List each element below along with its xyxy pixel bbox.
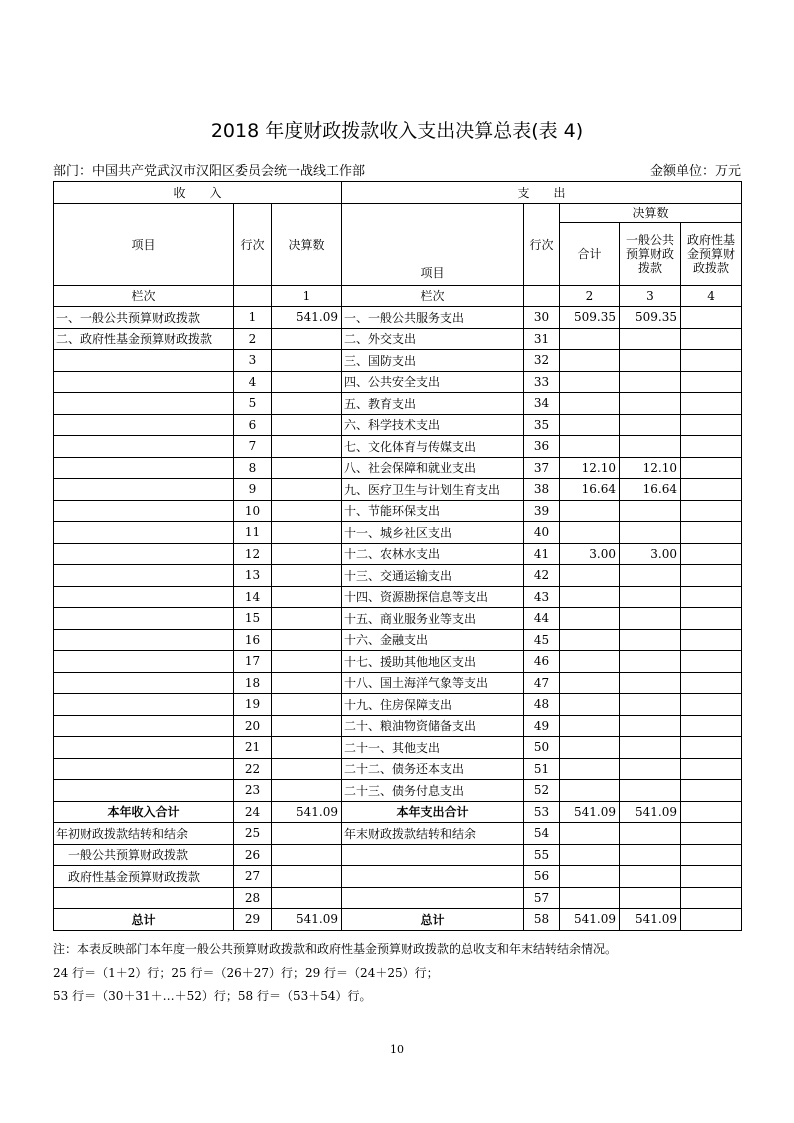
income-amount-cell <box>272 737 342 759</box>
income-amount-cell <box>272 758 342 780</box>
expense-line-cell: 32 <box>524 350 560 372</box>
income-item-cell: 一般公共预算财政拨款 <box>54 844 234 866</box>
table-row <box>54 651 742 673</box>
gov-fund-cell <box>681 586 742 608</box>
expense-item-header: 项目 <box>342 203 524 285</box>
total-cell <box>560 586 620 608</box>
income-item-cell <box>54 651 234 673</box>
table-row <box>54 672 742 694</box>
income-item-cell <box>54 608 234 630</box>
expense-item-cell: 七、文化体育与传媒支出 <box>342 436 524 458</box>
expense-item-cell: 六、科学技术支出 <box>342 414 524 436</box>
expense-line-cell: 38 <box>524 479 560 501</box>
income-amount-cell <box>272 543 342 565</box>
income-column-label: 栏次 <box>54 285 234 307</box>
income-item-cell <box>54 565 234 587</box>
expense-item-cell: 十四、资源勘探信息等支出 <box>342 586 524 608</box>
expense-line-cell: 55 <box>524 844 560 866</box>
col-3-label: 3 <box>620 285 681 307</box>
table-row <box>54 715 742 737</box>
page-title: 2018 年度财政拨款收入支出决算总表(表 4) <box>210 120 584 142</box>
income-line-header: 行次 <box>234 203 272 285</box>
income-item-cell <box>54 522 234 544</box>
total-cell: 12.10 <box>560 457 620 479</box>
income-amount-cell <box>272 844 342 866</box>
income-line-cell: 13 <box>234 565 272 587</box>
total-header: 合计 <box>560 222 620 285</box>
expense-item-cell: 九、医疗卫生与计划生育支出 <box>342 479 524 501</box>
income-item-cell <box>54 414 234 436</box>
gov-fund-cell <box>681 887 742 909</box>
expense-line-cell: 39 <box>524 500 560 522</box>
expense-line-cell: 58 <box>524 909 560 931</box>
total-cell: 541.09 <box>560 801 620 823</box>
income-item-cell <box>54 500 234 522</box>
income-amount-cell <box>272 479 342 501</box>
total-cell <box>560 629 620 651</box>
table-row <box>54 780 742 802</box>
income-amount-cell <box>272 866 342 888</box>
expense-line-cell: 33 <box>524 371 560 393</box>
income-item-cell <box>54 780 234 802</box>
general-budget-cell <box>620 672 681 694</box>
general-budget-cell <box>620 608 681 630</box>
gov-fund-cell <box>681 758 742 780</box>
expense-line-cell: 56 <box>524 866 560 888</box>
gov-fund-cell <box>681 780 742 802</box>
expense-item-cell <box>342 844 524 866</box>
table-row <box>54 393 742 415</box>
expense-line-cell: 41 <box>524 543 560 565</box>
expense-item-cell: 五、教育支出 <box>342 393 524 415</box>
general-budget-cell <box>620 737 681 759</box>
general-budget-cell <box>620 715 681 737</box>
income-amount-cell <box>272 887 342 909</box>
total-cell <box>560 328 620 350</box>
expense-item-cell: 二、外交支出 <box>342 328 524 350</box>
table-row <box>54 866 742 888</box>
table-row <box>54 543 742 565</box>
income-line-cell: 28 <box>234 887 272 909</box>
budget-table <box>53 181 742 931</box>
expense-item-cell: 十、节能环保支出 <box>342 500 524 522</box>
gov-fund-cell <box>681 543 742 565</box>
income-item-cell: 年初财政拨款结转和结余 <box>54 823 234 845</box>
income-line-cell: 24 <box>234 801 272 823</box>
gov-fund-cell <box>681 823 742 845</box>
gov-fund-cell <box>681 866 742 888</box>
table-row <box>54 586 742 608</box>
general-budget-cell <box>620 350 681 372</box>
income-item-cell: 总计 <box>54 909 234 931</box>
income-line-cell: 14 <box>234 586 272 608</box>
expense-line-cell: 37 <box>524 457 560 479</box>
total-cell: 541.09 <box>560 909 620 931</box>
general-budget-cell <box>620 866 681 888</box>
income-line-cell: 7 <box>234 436 272 458</box>
expense-line-cell: 34 <box>524 393 560 415</box>
total-cell <box>560 694 620 716</box>
general-budget-cell: 541.09 <box>620 909 681 931</box>
gov-fund-cell <box>681 307 742 329</box>
income-line-cell: 26 <box>234 844 272 866</box>
table-row <box>54 758 742 780</box>
income-item-cell <box>54 586 234 608</box>
gov-fund-cell <box>681 672 742 694</box>
general-budget-cell <box>620 565 681 587</box>
income-header: 收 入 <box>54 182 342 204</box>
income-amount-cell <box>272 651 342 673</box>
income-amount-cell <box>272 672 342 694</box>
income-item-cell <box>54 629 234 651</box>
income-amount-cell <box>272 608 342 630</box>
income-item-cell <box>54 479 234 501</box>
gov-fund-cell <box>681 565 742 587</box>
gov-fund-cell <box>681 909 742 931</box>
gov-fund-cell <box>681 801 742 823</box>
income-amount-cell <box>272 328 342 350</box>
total-cell: 509.35 <box>560 307 620 329</box>
general-budget-cell <box>620 629 681 651</box>
total-cell <box>560 780 620 802</box>
col-1-label: 1 <box>272 285 342 307</box>
expense-item-cell: 十三、交通运输支出 <box>342 565 524 587</box>
income-amount-cell <box>272 414 342 436</box>
income-line-cell: 8 <box>234 457 272 479</box>
expense-line-cell: 52 <box>524 780 560 802</box>
income-line-cell: 4 <box>234 371 272 393</box>
expense-line-cell: 35 <box>524 414 560 436</box>
general-budget-cell <box>620 823 681 845</box>
header-row-2 <box>54 203 742 222</box>
gov-fund-cell <box>681 371 742 393</box>
gov-fund-header: 政府性基金预算财政拨款 <box>681 222 742 285</box>
income-line-cell: 6 <box>234 414 272 436</box>
table-row <box>54 801 742 823</box>
table-row <box>54 694 742 716</box>
column-number-row <box>54 285 742 307</box>
income-item-cell: 一、一般公共预算财政拨款 <box>54 307 234 329</box>
income-item-cell <box>54 715 234 737</box>
expense-item-cell: 四、公共安全支出 <box>342 371 524 393</box>
income-item-cell <box>54 887 234 909</box>
expense-item-cell: 十九、住房保障支出 <box>342 694 524 716</box>
expense-line-cell: 57 <box>524 887 560 909</box>
expense-line-cell: 49 <box>524 715 560 737</box>
income-item-cell <box>54 737 234 759</box>
income-line-cell: 19 <box>234 694 272 716</box>
expense-column-label: 栏次 <box>342 285 524 307</box>
general-budget-cell <box>620 393 681 415</box>
general-budget-cell <box>620 651 681 673</box>
total-cell <box>560 414 620 436</box>
income-amount-cell: 541.09 <box>272 801 342 823</box>
general-budget-cell <box>620 414 681 436</box>
total-cell <box>560 651 620 673</box>
general-budget-cell <box>620 586 681 608</box>
expense-line-cell: 50 <box>524 737 560 759</box>
expense-item-cell: 二十三、债务付息支出 <box>342 780 524 802</box>
expense-item-cell <box>342 866 524 888</box>
gov-fund-cell <box>681 608 742 630</box>
table-meta <box>53 160 741 180</box>
income-amount-cell: 541.09 <box>272 307 342 329</box>
income-line-cell: 2 <box>234 328 272 350</box>
expense-line-header: 行次 <box>524 203 560 285</box>
income-line-cell: 1 <box>234 307 272 329</box>
income-line-cell: 3 <box>234 350 272 372</box>
general-budget-cell: 12.10 <box>620 457 681 479</box>
expense-item-cell: 十八、国土海洋气象等支出 <box>342 672 524 694</box>
col-4-label: 4 <box>681 285 742 307</box>
table-row <box>54 371 742 393</box>
general-budget-cell <box>620 522 681 544</box>
notes <box>53 938 753 1009</box>
gov-fund-cell <box>681 479 742 501</box>
expense-line-cell: 46 <box>524 651 560 673</box>
expense-line-cell: 36 <box>524 436 560 458</box>
income-amount-cell <box>272 823 342 845</box>
expense-item-cell: 年末财政拨款结转和结余 <box>342 823 524 845</box>
income-item-cell <box>54 543 234 565</box>
total-cell <box>560 866 620 888</box>
gov-fund-cell <box>681 414 742 436</box>
income-line-cell: 15 <box>234 608 272 630</box>
total-cell <box>560 371 620 393</box>
expense-item-cell: 十一、城乡社区支出 <box>342 522 524 544</box>
total-cell <box>560 565 620 587</box>
income-item-cell: 二、政府性基金预算财政拨款 <box>54 328 234 350</box>
gov-fund-cell <box>681 350 742 372</box>
general-budget-cell <box>620 694 681 716</box>
expense-item-cell: 二十二、债务还本支出 <box>342 758 524 780</box>
expense-item-cell: 二十一、其他支出 <box>342 737 524 759</box>
header-row-1 <box>54 182 742 204</box>
final-amount-group-header: 决算数 <box>560 203 742 222</box>
income-line-cell: 18 <box>234 672 272 694</box>
expense-item-cell: 十六、金融支出 <box>342 629 524 651</box>
income-item-cell <box>54 393 234 415</box>
note-line: 53 行＝（30＋31＋…＋52）行；58 行＝（53＋54）行。 <box>53 989 372 1003</box>
income-line-cell: 11 <box>234 522 272 544</box>
general-budget-cell: 16.64 <box>620 479 681 501</box>
income-line-cell: 5 <box>234 393 272 415</box>
income-item-cell: 本年收入合计 <box>54 801 234 823</box>
total-cell <box>560 608 620 630</box>
expense-line-cell: 44 <box>524 608 560 630</box>
income-amount-cell <box>272 780 342 802</box>
income-line-cell: 27 <box>234 866 272 888</box>
table-row <box>54 457 742 479</box>
income-item-cell <box>54 758 234 780</box>
gov-fund-cell <box>681 651 742 673</box>
income-amount-cell <box>272 500 342 522</box>
gov-fund-cell <box>681 844 742 866</box>
income-item-cell <box>54 694 234 716</box>
expense-item-cell: 十五、商业服务业等支出 <box>342 608 524 630</box>
expense-line-cell: 48 <box>524 694 560 716</box>
expense-line-cell: 31 <box>524 328 560 350</box>
general-budget-cell <box>620 500 681 522</box>
expense-item-cell: 本年支出合计 <box>342 801 524 823</box>
table-row <box>54 414 742 436</box>
gov-fund-cell <box>681 436 742 458</box>
income-line-cell: 17 <box>234 651 272 673</box>
table-row <box>54 737 742 759</box>
expense-line-cell: 42 <box>524 565 560 587</box>
table-row <box>54 436 742 458</box>
income-line-cell: 10 <box>234 500 272 522</box>
income-item-cell <box>54 350 234 372</box>
expense-item-cell: 十七、援助其他地区支出 <box>342 651 524 673</box>
income-item-cell <box>54 371 234 393</box>
expense-line-cell: 54 <box>524 823 560 845</box>
total-cell <box>560 436 620 458</box>
table-row <box>54 328 742 350</box>
income-amount-cell <box>272 436 342 458</box>
total-cell <box>560 715 620 737</box>
income-line-cell: 21 <box>234 737 272 759</box>
expense-line-cell: 30 <box>524 307 560 329</box>
gov-fund-cell <box>681 500 742 522</box>
expense-item-cell: 十二、农林水支出 <box>342 543 524 565</box>
gov-fund-cell <box>681 737 742 759</box>
income-line-cell: 25 <box>234 823 272 845</box>
income-line-cell: 9 <box>234 479 272 501</box>
gov-fund-cell <box>681 522 742 544</box>
income-amount-cell <box>272 565 342 587</box>
general-budget-cell: 3.00 <box>620 543 681 565</box>
expense-item-cell: 一、一般公共服务支出 <box>342 307 524 329</box>
page-number: 10 <box>390 1043 404 1056</box>
total-cell <box>560 672 620 694</box>
table-row <box>54 909 742 931</box>
income-amount-cell <box>272 694 342 716</box>
table-row <box>54 565 742 587</box>
income-amount-cell <box>272 393 342 415</box>
income-line-cell: 23 <box>234 780 272 802</box>
income-amount-cell <box>272 522 342 544</box>
table-row <box>54 522 742 544</box>
general-budget-header: 一般公共预算财政拨款 <box>620 222 681 285</box>
expense-item-cell: 总计 <box>342 909 524 931</box>
table-row <box>54 307 742 329</box>
table-row <box>54 844 742 866</box>
total-cell <box>560 758 620 780</box>
income-line-cell: 12 <box>234 543 272 565</box>
general-budget-cell <box>620 844 681 866</box>
total-cell <box>560 350 620 372</box>
gov-fund-cell <box>681 694 742 716</box>
col-2-label: 2 <box>560 285 620 307</box>
total-cell <box>560 737 620 759</box>
note-line: 注：本表反映部门本年度一般公共预算财政拨款和政府性基金预算财政拨款的总收支和年末结转结余情况。 <box>53 942 618 956</box>
income-amount-cell: 541.09 <box>272 909 342 931</box>
note-line: 24 行＝（1＋2）行；25 行＝（26＋27）行；29 行＝（24＋25）行； <box>53 965 439 980</box>
total-cell <box>560 522 620 544</box>
gov-fund-cell <box>681 393 742 415</box>
table-row <box>54 500 742 522</box>
table-row <box>54 479 742 501</box>
general-budget-cell <box>620 780 681 802</box>
general-budget-cell: 541.09 <box>620 801 681 823</box>
total-cell <box>560 500 620 522</box>
total-cell <box>560 823 620 845</box>
expense-line-cell: 47 <box>524 672 560 694</box>
expense-line-cell: 40 <box>524 522 560 544</box>
general-budget-cell <box>620 436 681 458</box>
income-amount-cell <box>272 371 342 393</box>
income-amount-cell <box>272 350 342 372</box>
income-line-cell: 22 <box>234 758 272 780</box>
expense-item-cell: 三、国防支出 <box>342 350 524 372</box>
income-item-cell <box>54 457 234 479</box>
general-budget-cell <box>620 758 681 780</box>
gov-fund-cell <box>681 629 742 651</box>
income-amount-cell <box>272 715 342 737</box>
expense-header: 支 出 <box>342 182 742 204</box>
total-cell <box>560 393 620 415</box>
income-item-header: 项目 <box>54 203 234 285</box>
income-item-cell <box>54 436 234 458</box>
total-cell <box>560 844 620 866</box>
income-line-cell: 29 <box>234 909 272 931</box>
general-budget-cell: 509.35 <box>620 307 681 329</box>
table-row <box>54 887 742 909</box>
gov-fund-cell <box>681 715 742 737</box>
table-row <box>54 629 742 651</box>
income-amount-cell <box>272 586 342 608</box>
unit-label: 金额单位：万元 <box>649 164 741 179</box>
expense-line-cell: 45 <box>524 629 560 651</box>
department-label: 部门：中国共产党武汉市汉阳区委员会统一战线工作部 <box>53 164 366 179</box>
general-budget-cell <box>620 371 681 393</box>
income-line-cell: 16 <box>234 629 272 651</box>
expense-item-cell <box>342 887 524 909</box>
income-amount-cell <box>272 457 342 479</box>
expense-item-cell: 八、社会保障和就业支出 <box>342 457 524 479</box>
table-row <box>54 350 742 372</box>
table-row <box>54 823 742 845</box>
income-item-cell <box>54 672 234 694</box>
income-item-cell: 政府性基金预算财政拨款 <box>54 866 234 888</box>
total-cell: 3.00 <box>560 543 620 565</box>
expense-item-cell: 二十、粮油物资储备支出 <box>342 715 524 737</box>
general-budget-cell <box>620 887 681 909</box>
income-amount-header: 决算数 <box>272 203 342 285</box>
total-cell <box>560 887 620 909</box>
table-row <box>54 608 742 630</box>
gov-fund-cell <box>681 457 742 479</box>
general-budget-cell <box>620 328 681 350</box>
total-cell: 16.64 <box>560 479 620 501</box>
expense-line-cell: 51 <box>524 758 560 780</box>
expense-line-cell: 53 <box>524 801 560 823</box>
income-amount-cell <box>272 629 342 651</box>
gov-fund-cell <box>681 328 742 350</box>
expense-line-cell: 43 <box>524 586 560 608</box>
income-line-cell: 20 <box>234 715 272 737</box>
